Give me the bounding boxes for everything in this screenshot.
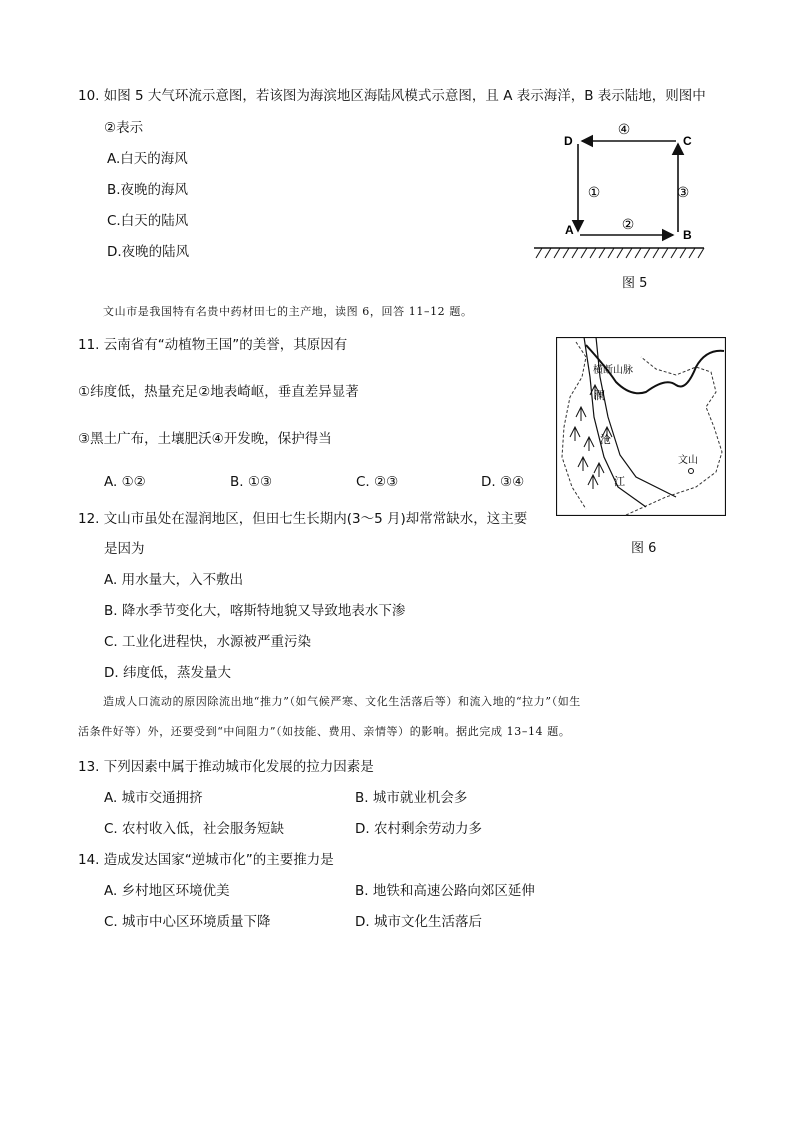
q11-stem: 11. 云南省有“动植物王国”的美誉，其原因有 — [78, 337, 348, 353]
q12-stem-line2: 是因为 — [104, 541, 145, 557]
q10-option-a: A.白天的海风 — [107, 151, 188, 167]
q12-option-a: A. 用水量大，入不敷出 — [104, 572, 244, 588]
q13-option-d: D. 农村剩余劳动力多 — [355, 821, 482, 837]
figure5-caption: 图 5 — [622, 276, 648, 291]
q13-option-a: A. 城市交通拥挤 — [104, 790, 203, 806]
map-label-cang: 沧 — [600, 434, 611, 446]
q10-stem-line2: ②表示 — [104, 120, 144, 136]
label-1: ① — [587, 184, 601, 200]
map-label-mountain: 横断山脉 — [593, 365, 633, 376]
q12-option-b: B. 降水季节变化大，喀斯特地貌又导致地表水下渗 — [104, 603, 406, 619]
map-label-lan: 澜 — [594, 390, 605, 402]
q12-option-c: C. 工业化进程快，水源被严重污染 — [104, 634, 312, 650]
q10-option-c: C.白天的陆风 — [107, 213, 189, 229]
q11-line1: ①纬度低，热量充足②地表崎岖，垂直差异显著 — [78, 384, 359, 400]
q14-option-d: D. 城市文化生活落后 — [355, 914, 482, 930]
q14-stem: 14. 造成发达国家“逆城市化”的主要推力是 — [78, 852, 334, 868]
map-frame — [557, 338, 726, 516]
map-label-jiang: 江 — [614, 476, 625, 488]
map-label-wenshan: 文山 — [678, 455, 698, 466]
wenshan-city-marker — [689, 469, 694, 474]
q11-option-c: C. ②③ — [356, 474, 399, 490]
q12-option-d: D. 纬度低，蒸发量大 — [104, 665, 231, 681]
corner-d: D — [564, 134, 573, 148]
q14-option-a: A. 乡村地区环境优美 — [104, 883, 230, 899]
intro-13-14-line1: 造成人口流动的原因除流出地“推力”（如气候严寒、文化生活落后等）和流入地的“拉力”（如生 — [103, 695, 581, 708]
label-4: ④ — [617, 121, 631, 137]
q10-option-d: D.夜晚的陆风 — [107, 244, 190, 260]
q11-option-a: A. ①② — [104, 474, 146, 490]
q11-option-b: B. ①③ — [230, 474, 273, 490]
intro-11-12: 文山市是我国特有名贵中药材田七的主产地，读图 6，回答 11–12 题。 — [103, 305, 473, 318]
intro-13-14-line2: 活条件好等）外，还要受到“中间阻力”（如技能、费用、亲情等）的影响。据此完成 13–14 题。 — [78, 725, 571, 738]
q10-stem-line1: 10. 如图 5 大气环流示意图，若该图为海滨地区海陆风模式示意图，且 A 表示海洋，B 表示陆地，则图中 — [78, 88, 706, 104]
q10-option-b: B.夜晚的海风 — [107, 182, 189, 198]
figure5-circulation-diagram — [528, 112, 718, 270]
corner-b: B — [683, 228, 692, 242]
label-2: ② — [621, 216, 635, 232]
q11-option-d: D. ③④ — [481, 474, 525, 490]
q14-option-b: B. 地铁和高速公路向郊区延伸 — [355, 883, 535, 899]
corner-c: C — [683, 134, 692, 148]
figure6-caption: 图 6 — [631, 541, 657, 556]
q13-option-c: C. 农村收入低，社会服务短缺 — [104, 821, 285, 837]
q14-option-c: C. 城市中心区环境质量下降 — [104, 914, 271, 930]
q13-stem: 13. 下列因素中属于推动城市化发展的拉力因素是 — [78, 759, 374, 775]
ground-hatching — [536, 248, 704, 258]
q12-stem-line1: 12. 文山市虽处在湿润地区，但田七生长期内(3～5 月)却常常缺水，这主要 — [78, 511, 528, 527]
q11-line2: ③黑土广布，土壤肥沃④开发晚，保护得当 — [78, 431, 332, 447]
label-3: ③ — [676, 184, 690, 200]
q13-option-b: B. 城市就业机会多 — [355, 790, 468, 806]
figure6-map — [556, 337, 726, 516]
corner-a: A — [565, 223, 574, 237]
